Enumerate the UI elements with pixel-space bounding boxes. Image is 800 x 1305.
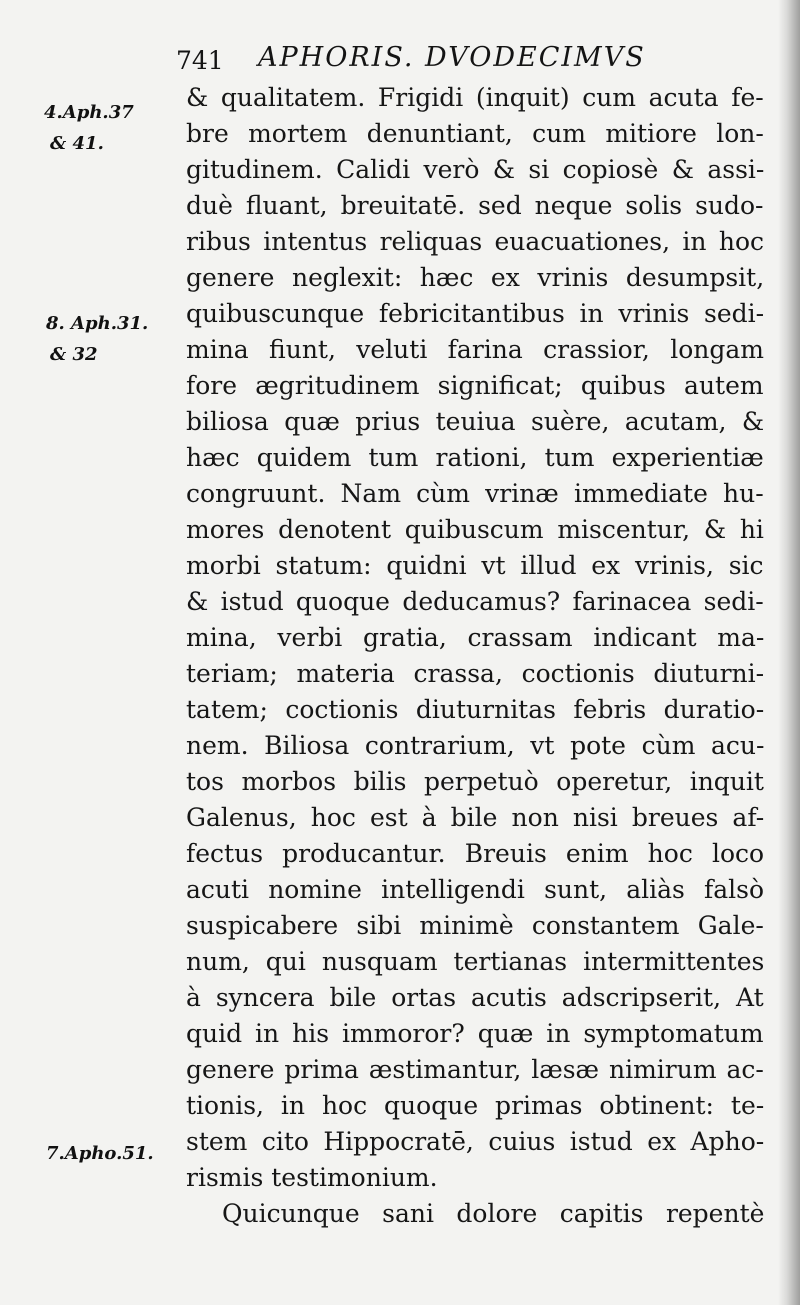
text-line: num, qui nusquam tertianas intermittentes [186, 947, 765, 976]
text-line: biliosa quæ prius teuiua suère, acutam, & [186, 407, 765, 436]
text-line: hæc quidem tum rationi, tum experientiæ [186, 443, 764, 472]
margin-note: 8. Aph.31. [46, 313, 149, 334]
text-line: à syncera bile ortas acutis adscripserit, At [186, 983, 764, 1012]
margin-note: & 41. [50, 133, 104, 154]
text-line: congruunt. Nam cùm vrinæ immediate hu- [186, 479, 764, 508]
text-line: tatem; coctionis diuturnitas febris duratio- [186, 695, 765, 724]
margin-note: 4.Aph.37 [44, 102, 134, 123]
text-line: nem. Biliosa contrarium, vt pote cùm acu- [186, 731, 765, 760]
text-line: quid in his immoror? quæ in symptomatum [186, 1019, 764, 1048]
text-line: ribus intentus reliquas euacuationes, in hoc [186, 227, 765, 256]
page-header [176, 40, 776, 80]
text-line: Quicunque sani dolore capitis repentè [222, 1199, 765, 1228]
text-line: fectus producantur. Breuis enim hoc loco [186, 839, 765, 868]
text-line: quibuscunque febricitantibus in vrinis sedi- [186, 299, 765, 328]
text-line: bre mortem denuntiant, cum mitiore lon- [186, 119, 764, 148]
text-line: suspicabere sibi minimè constantem Gale- [186, 911, 764, 940]
text-line: genere prima æstimantur, læsæ nimirum ac- [186, 1055, 764, 1084]
text-line: morbi statum: quidni vt illud ex vrinis, sic [186, 551, 764, 580]
text-line: rismis testimonium. [186, 1163, 438, 1192]
text-line: & qualitatem. Frigidi (inquit) cum acuta fe- [186, 83, 764, 112]
text-line: tos morbos bilis perpetuò operetur, inquit [186, 767, 764, 796]
text-line: fore ægritudinem significat; quibus autem [186, 371, 764, 400]
text-line: duè fluant, breuitatē. sed neque solis sudo- [186, 191, 764, 220]
text-line: mores denotent quibuscum miscentur, & hi [186, 515, 764, 544]
text-line: stem cito Hippocratē, cuius istud ex Apho- [186, 1127, 765, 1156]
text-line: genere neglexit: hæc ex vrinis desumpsit, [186, 263, 765, 292]
margin-note: 7.Apho.51. [46, 1143, 154, 1164]
page-number: 741 [176, 46, 224, 75]
text-line: mina, verbi gratia, crassam indicant ma- [186, 623, 765, 652]
text-line: gitudinem. Calidi verò & si copiosè & assi- [186, 155, 765, 184]
margin-note: & 32 [50, 344, 98, 365]
text-line: teriam; materia crassa, coctionis diuturni- [186, 659, 765, 688]
text-line: Galenus, hoc est à bile non nisi breues af- [186, 803, 765, 832]
running-head: APHORIS. DVODECIMVS [258, 42, 646, 73]
text-line: acuti nomine intelligendi sunt, aliàs falsò [186, 875, 765, 904]
text-line: mina fiunt, veluti farina crassior, longam [186, 335, 764, 364]
text-line: tionis, in hoc quoque primas obtinent: te- [186, 1091, 765, 1120]
text-line: & istud quoque deducamus? farinacea sedi- [186, 587, 764, 616]
